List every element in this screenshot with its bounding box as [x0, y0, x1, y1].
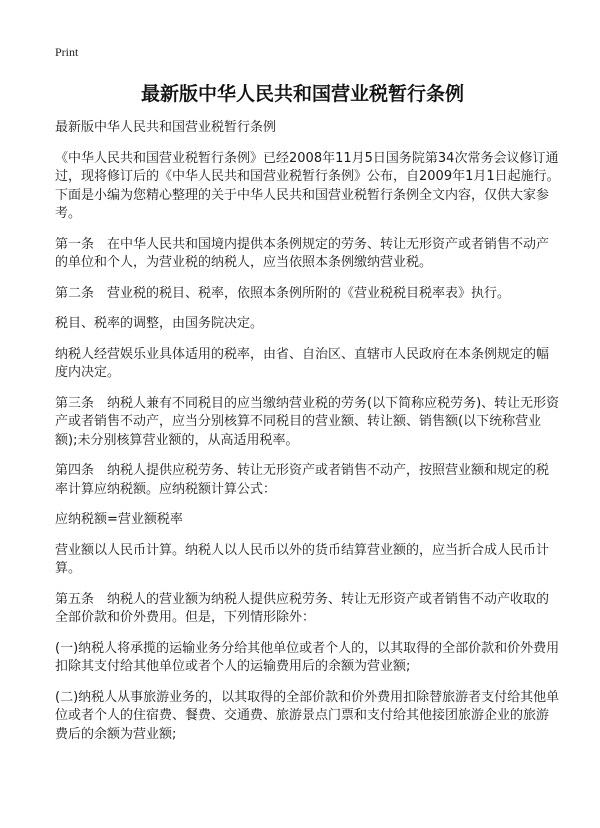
paragraph-article-3: 第三条 纳税人兼有不同税目的应当缴纳营业税的劳务(以下简称应税劳务)、转让无形资产或者销售不动产，应当分别核算不同税目的营业额、转让额、销售额(以下统称营业额);未分别核算营业额的，从高适用税率。: [55, 395, 560, 448]
print-link[interactable]: Print: [55, 45, 79, 59]
document-body: [55, 119, 560, 744]
paragraph-article-5: 第五条 纳税人的营业额为纳税人提供应税劳务、转让无形资产或者销售不动产收取的全部价款和价外费用。但是，下列情形除外：: [55, 591, 550, 625]
paragraph-currency: 营业额以人民币计算。纳税人以人民币以外的货币结算营业额的，应当折合成人民币计算。: [55, 542, 550, 576]
paragraph-formula: 应纳税额=营业额税率: [55, 512, 183, 527]
paragraph-article-5-item-2: (二)纳税人从事旅游业务的，以其取得的全部价款和价外费用扣除替旅游者支付给其他单位或者个人的住宿费、餐费、交通费、旅游景点门票和支付给其他接团旅游企业的旅游费后的余额为营业额;: [55, 689, 560, 742]
paragraph-article-1: 第一条 在中华人民共和国境内提供本条例规定的劳务、转让无形资产或者销售不动产的单位和个人，为营业税的纳税人，应当依照本条例缴纳营业税。: [55, 236, 550, 270]
paragraph-article-5-item-1: (一)纳税人将承揽的运输业务分给其他单位或者个人的，以其取得的全部价款和价外费用扣除其支付给其他单位或者个人的运输费用后的余额为营业额;: [55, 640, 560, 674]
paragraph-article-2: 第二条 营业税的税目、税率，依照本条例所附的《营业税税目税率表》执行。: [55, 285, 511, 301]
paragraph-article-4: 第四条 纳税人提供应税劳务、转让无形资产或者销售不动产，按照营业额和规定的税率计算应纳税额。应纳税额计算公式：: [55, 463, 550, 497]
paragraph-article-2-rate-adjustment: 税目、税率的调整，由国务院决定。: [55, 316, 264, 331]
document-title: 最新版中华人民共和国营业税暂行条例: [140, 83, 464, 105]
paragraph-intro: 《中华人民共和国营业税暂行条例》已经2008年11月5日国务院第34次常务会议修订通过，现将修订后的《中华人民共和国营业税暂行条例》公布，自2009年1月1日起施行。下面是小编为您精心整理的关于中华人民共和国营业税暂行条例全文内容，仅供大家参考。: [55, 150, 560, 221]
paragraph-subtitle: 最新版中华人民共和国营业税暂行条例: [55, 120, 277, 135]
paragraph-article-2-entertainment: 纳税人经营娱乐业具体适用的税率，由省、自治区、直辖市人民政府在本条例规定的幅度内决定。: [55, 346, 550, 380]
